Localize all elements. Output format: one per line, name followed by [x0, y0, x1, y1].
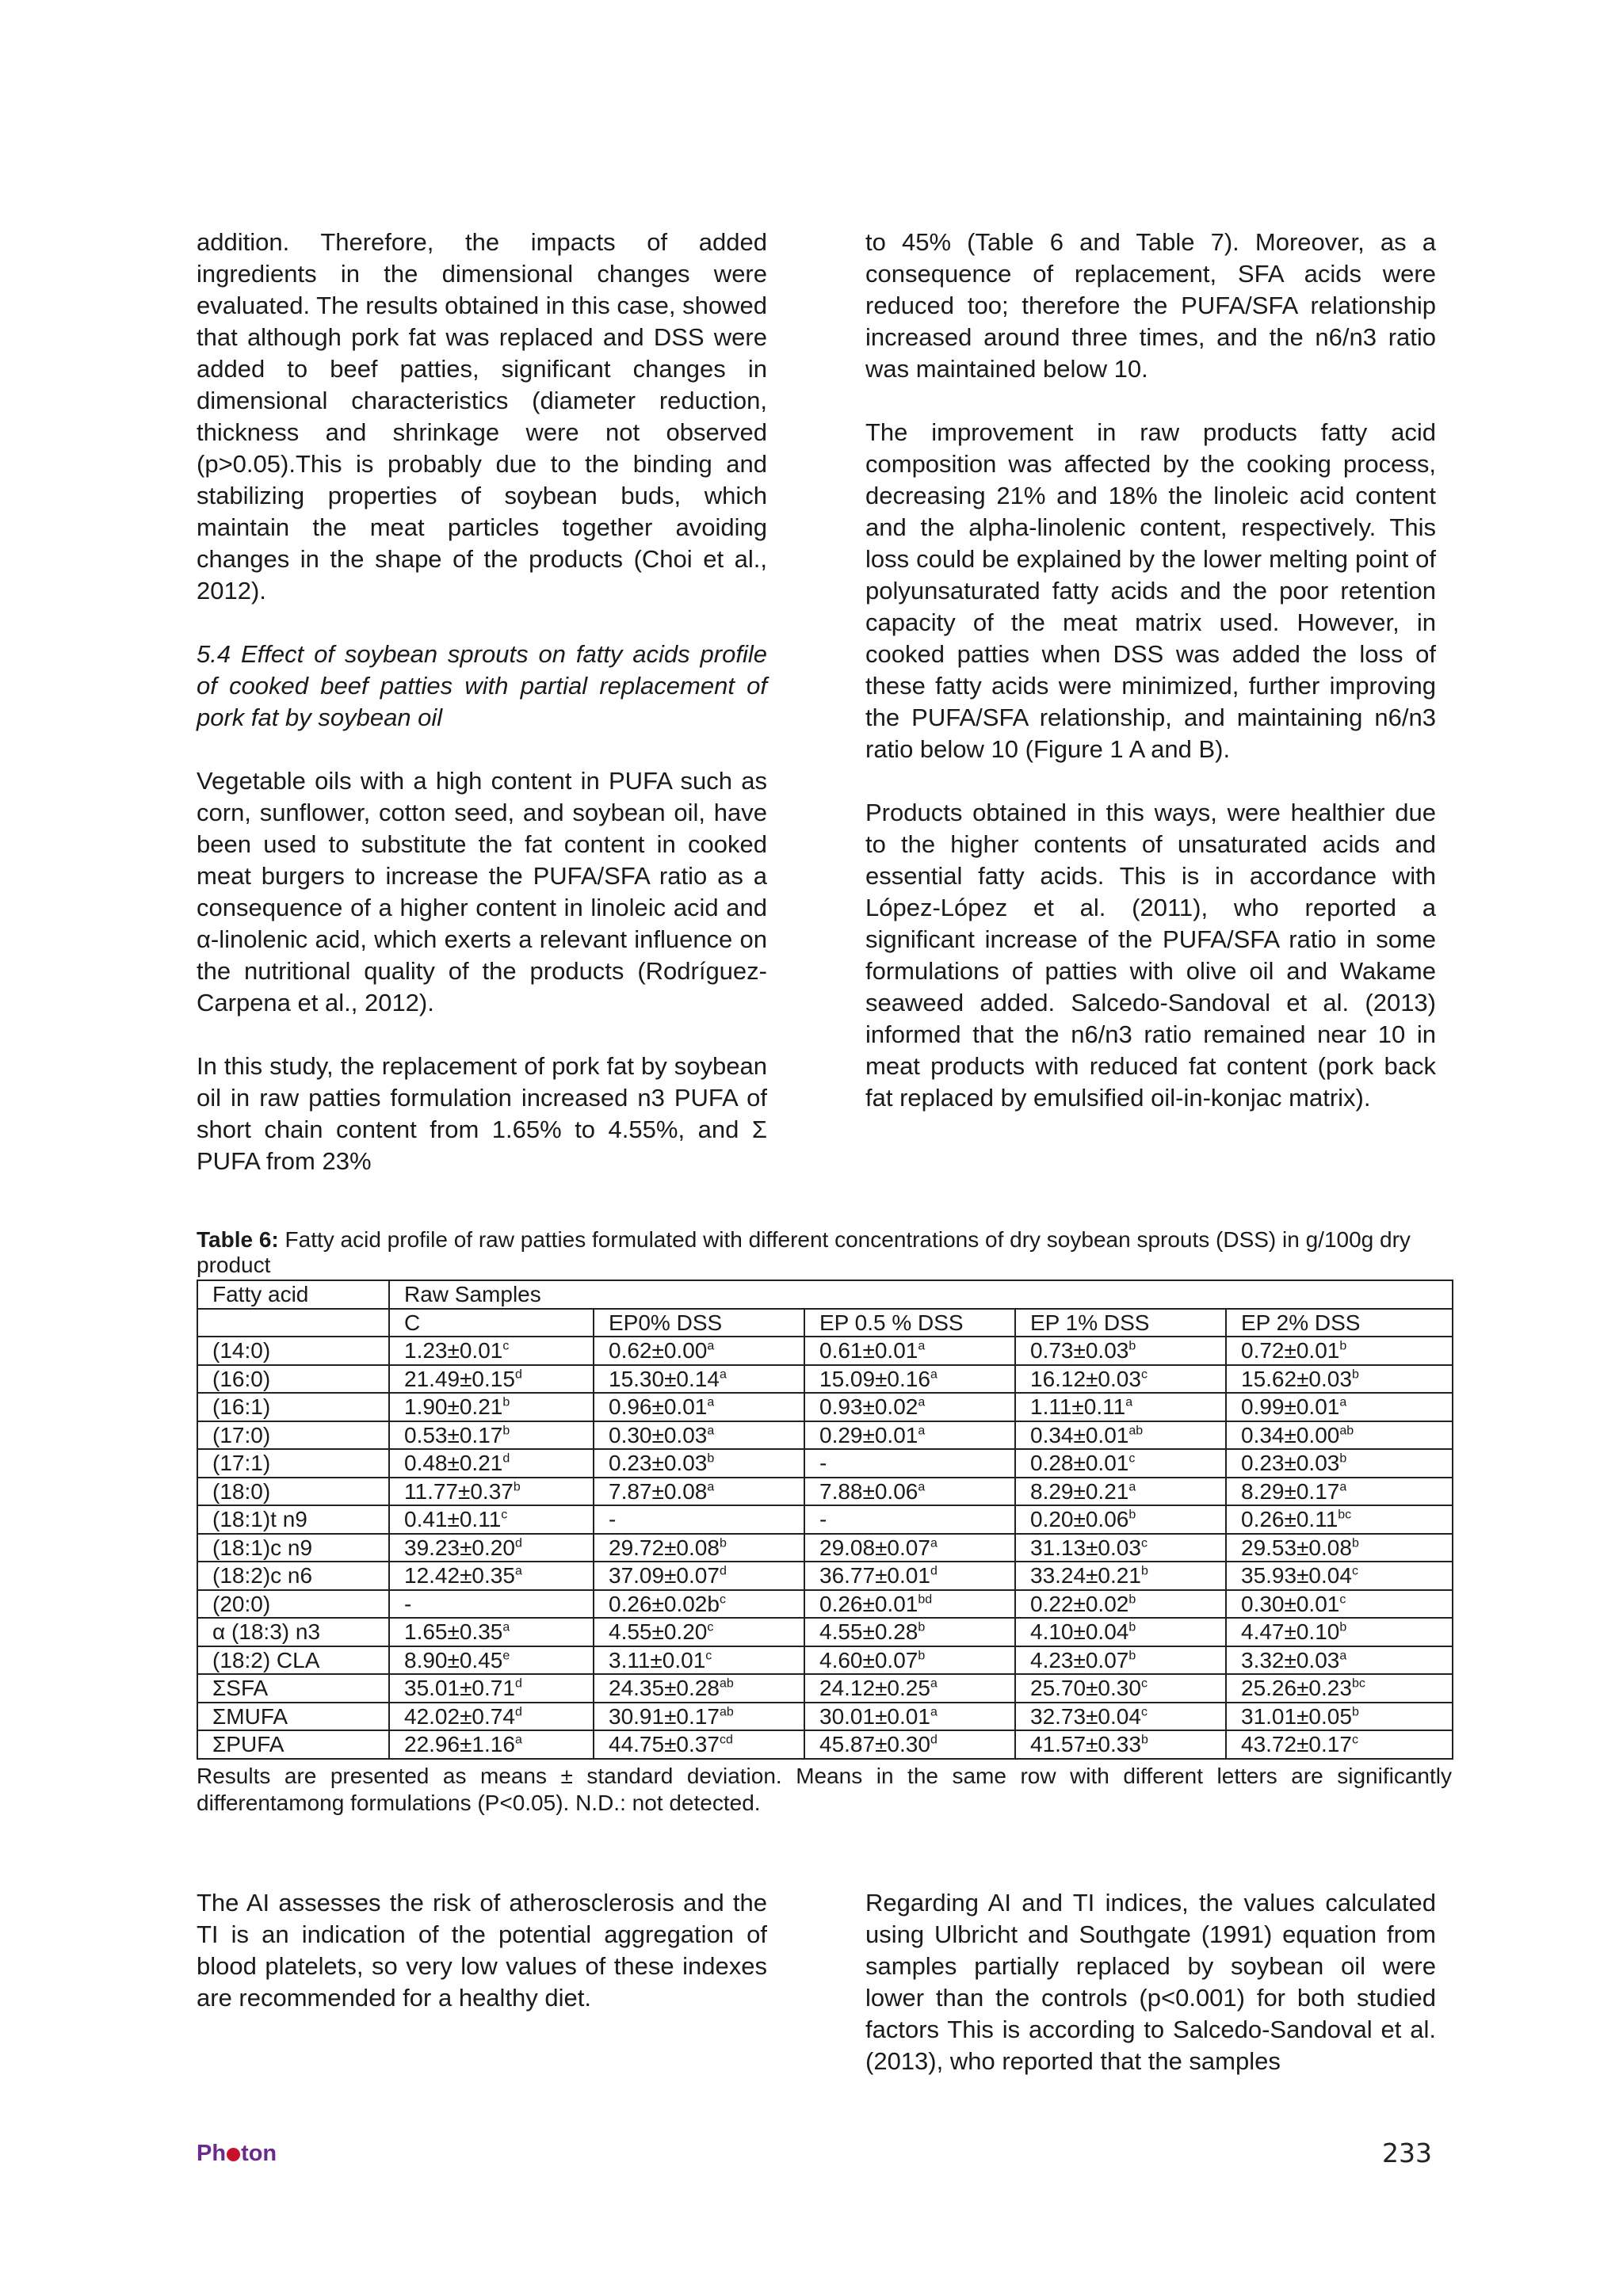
- significance-letter: b: [1351, 1705, 1359, 1719]
- significance-letter: b: [1339, 1339, 1347, 1353]
- significance-letter: cd: [719, 1733, 733, 1747]
- table-cell: [804, 1478, 1015, 1506]
- table-row: [197, 1449, 1453, 1478]
- table-cell: [1015, 1618, 1226, 1646]
- table-row: [197, 1365, 1453, 1394]
- paragraph: Products obtained in this ways, were healthier due to the higher contents of unsaturated acids and essential fatty acids. This is in accordance with López-López et al. (2011), who reported a significant increase of the PUFA/SFA ratio in some formulations of patties with olive oil and Wakame seaweed added. Salcedo-Sandoval et al. (2013) informed that the n6/n3 ratio remained near 10 in meat products with reduced fat content (pork back fat replaced by emulsified oil-in-konjac matrix).: [865, 799, 1436, 1112]
- table-cell: [804, 1618, 1015, 1646]
- significance-letter: b: [1128, 1649, 1136, 1663]
- cell-value: 43.72±0.17: [1241, 1732, 1352, 1757]
- cell-value: 0.93±0.02: [819, 1394, 918, 1420]
- significance-letter: c: [705, 1649, 712, 1663]
- cell-value: 4.10±0.04: [1030, 1619, 1129, 1645]
- fatty-acid-table: [197, 1280, 1453, 1760]
- cell-value: 0.34±0.00: [1241, 1422, 1340, 1447]
- significance-letter: b: [1140, 1733, 1148, 1747]
- table-cell: [804, 1703, 1015, 1731]
- significance-letter: b: [719, 1536, 727, 1550]
- paragraph: In this study, the replacement of pork fat by soybean oil in raw patties formulation increased n3 PUFA of short chain content from 1.65% to 4.55%, and Σ PUFA from 23%: [197, 1052, 767, 1175]
- table-cell: [1226, 1590, 1453, 1619]
- table-caption: [197, 1227, 1452, 1278]
- significance-letter: a: [1128, 1480, 1136, 1494]
- table-cell: [1226, 1421, 1453, 1450]
- table-note: Results are presented as means ± standard deviation. Means in the same row with different letters are significantly differentamong formulations (P<0.05). N.D.: not detected.: [197, 1763, 1452, 1815]
- table-cell: [389, 1449, 594, 1478]
- table-body: [197, 1337, 1453, 1759]
- table-cell: [804, 1421, 1015, 1450]
- significance-letter: a: [514, 1564, 522, 1578]
- cell-value: 4.23±0.07: [1030, 1647, 1129, 1672]
- row-label: (17:1): [197, 1449, 389, 1478]
- table-cell: [804, 1534, 1015, 1562]
- significance-letter: c: [1351, 1564, 1358, 1578]
- cell-value: 29.72±0.08: [609, 1535, 720, 1560]
- table-header-row: [197, 1280, 1453, 1309]
- cell-value: 0.26±0.01: [819, 1591, 918, 1616]
- significance-letter: b: [513, 1480, 521, 1494]
- cell-value: 30.91±0.17: [609, 1703, 720, 1729]
- cell-value: 0.53±0.17: [404, 1422, 503, 1447]
- cell-value: 7.87±0.08: [609, 1478, 708, 1504]
- cell-value: 0.62±0.00: [609, 1338, 708, 1363]
- cell-value: 0.23±0.03: [609, 1451, 708, 1476]
- cell-value: 0.48±0.21: [404, 1451, 503, 1476]
- table-cell: [1226, 1478, 1453, 1506]
- cell-value: 41.57±0.33: [1030, 1732, 1141, 1757]
- cell-value: 45.87±0.30: [819, 1732, 930, 1757]
- significance-letter: a: [1339, 1395, 1347, 1409]
- cell-value: 0.72±0.01: [1241, 1338, 1340, 1363]
- cell-value: 39.23±0.20: [404, 1535, 515, 1560]
- cell-value: 3.11±0.01: [609, 1647, 706, 1672]
- table-cell: [1226, 1646, 1453, 1675]
- cell-value: 8.29±0.17: [1241, 1478, 1340, 1504]
- cell-value: 11.77±0.37: [404, 1478, 514, 1504]
- significance-letter: a: [918, 1395, 926, 1409]
- paragraph: addition. Therefore, the impacts of added ingredients in the dimensional changes were evaluated. The results obtained in this case, showed that although pork fat was replaced and DSS were added to beef patties, significant changes in dimensional characteristics (diameter reduction, thickness and shrinkage were not observed (p>0.05).This is probably due to the binding and stabilizing properties of soybean buds, which maintain the meat particles together avoiding changes in the shape of the products (Choi et al., 2012).: [197, 228, 767, 605]
- table-cell: [594, 1365, 804, 1394]
- table-cell: [804, 1562, 1015, 1590]
- table-cell: [1226, 1674, 1453, 1703]
- cell-value: 0.96±0.01: [609, 1394, 708, 1420]
- cell-value: 15.09±0.16: [819, 1366, 930, 1391]
- table-cell: [1226, 1449, 1453, 1478]
- row-label: ΣMUFA: [197, 1703, 389, 1731]
- cell-value: 4.55±0.28: [819, 1619, 918, 1645]
- significance-letter: a: [930, 1705, 938, 1719]
- table-row: [197, 1393, 1453, 1421]
- significance-letter: c: [1140, 1676, 1148, 1691]
- table-cell: [804, 1646, 1015, 1675]
- row-label: (18:2) CLA: [197, 1646, 389, 1675]
- table-cell: [389, 1590, 594, 1619]
- table-cell: [389, 1730, 594, 1759]
- table-cell: [594, 1449, 804, 1478]
- significance-letter: c: [1140, 1367, 1148, 1382]
- header-raw-samples: Raw Samples: [389, 1280, 1453, 1309]
- cell-value: 24.35±0.28: [609, 1676, 720, 1701]
- left-column: [197, 227, 767, 1177]
- significance-letter: a: [930, 1367, 938, 1382]
- table-cell: [389, 1393, 594, 1421]
- cell-value: 0.22±0.02: [1030, 1591, 1129, 1616]
- table-cell: [1015, 1703, 1226, 1731]
- significance-letter: a: [707, 1395, 715, 1409]
- table-cell: [594, 1478, 804, 1506]
- cell-value: 8.90±0.45: [404, 1647, 503, 1672]
- cell-value: 1.11±0.11: [1030, 1394, 1126, 1420]
- table-cell: [389, 1674, 594, 1703]
- significance-letter: c: [502, 1339, 510, 1353]
- cell-value: 44.75±0.37: [609, 1732, 720, 1757]
- cell-value: 4.60±0.07: [819, 1647, 918, 1672]
- table-cell: [1015, 1449, 1226, 1478]
- significance-letter: b: [502, 1424, 510, 1438]
- cell-value: 0.73±0.03: [1030, 1338, 1129, 1363]
- significance-letter: c: [719, 1592, 726, 1607]
- significance-letter: ab: [719, 1676, 734, 1691]
- table-cell: [804, 1365, 1015, 1394]
- significance-letter: a: [1125, 1395, 1133, 1409]
- table-row: [197, 1703, 1453, 1731]
- cell-value: 0.26±0.11: [1241, 1507, 1338, 1532]
- cell-value: 12.42±0.35: [404, 1563, 515, 1589]
- cell-value: 0.61±0.01: [819, 1338, 918, 1363]
- row-label: (18:1)c n9: [197, 1534, 389, 1562]
- cell-value: 0.41±0.11: [404, 1507, 502, 1532]
- table-cell: [389, 1534, 594, 1562]
- cell-value: -: [609, 1507, 617, 1532]
- publisher-logo: [197, 2141, 277, 2167]
- table-subheader-row: [197, 1309, 1453, 1337]
- table-cell: [804, 1730, 1015, 1759]
- logo-text-end: ton: [241, 2141, 277, 2166]
- table-cell: [594, 1505, 804, 1534]
- cell-value: 36.77±0.01: [819, 1563, 930, 1589]
- cell-value: 29.53±0.08: [1241, 1535, 1352, 1560]
- cell-value: 4.47±0.10: [1241, 1619, 1340, 1645]
- table-cell: [1015, 1590, 1226, 1619]
- table-cell: [389, 1618, 594, 1646]
- cell-value: 0.20±0.06: [1030, 1507, 1129, 1532]
- table-cell: [1015, 1478, 1226, 1506]
- logo-dot-icon: [227, 2148, 240, 2161]
- cell-value: 0.30±0.01: [1241, 1591, 1340, 1616]
- table-cell: [1015, 1365, 1226, 1394]
- table-row: [197, 1618, 1453, 1646]
- cell-value: 0.23±0.03: [1241, 1451, 1340, 1476]
- significance-letter: a: [918, 1480, 926, 1494]
- table-row: [197, 1590, 1453, 1619]
- table-cell: [594, 1393, 804, 1421]
- section-heading: 5.4 Effect of soybean sprouts on fatty acids profile of cooked beef patties with partial replacement of pork fat by soybean oil: [197, 640, 767, 731]
- cell-value: -: [404, 1591, 412, 1616]
- cell-value: 0.28±0.01: [1030, 1451, 1129, 1476]
- row-label: (18:1)t n9: [197, 1505, 389, 1534]
- significance-letter: a: [514, 1733, 522, 1747]
- cell-value: 30.01±0.01: [819, 1703, 930, 1729]
- significance-letter: c: [1339, 1592, 1346, 1607]
- table-cell: [594, 1730, 804, 1759]
- table-row: [197, 1421, 1453, 1450]
- significance-letter: a: [918, 1339, 926, 1353]
- cell-value: 35.01±0.71: [404, 1676, 515, 1701]
- table-cell: [1226, 1562, 1453, 1590]
- cell-value: 32.73±0.04: [1030, 1703, 1141, 1729]
- significance-letter: a: [719, 1367, 727, 1382]
- table-cell: [804, 1505, 1015, 1534]
- table-row: [197, 1505, 1453, 1534]
- logo-text-start: Ph: [197, 2141, 227, 2166]
- header-column: EP0% DSS: [594, 1309, 804, 1337]
- table-cell: [1226, 1393, 1453, 1421]
- table-cell: [389, 1365, 594, 1394]
- table-cell: [1015, 1730, 1226, 1759]
- significance-letter: bc: [1338, 1508, 1352, 1522]
- header-column: C: [389, 1309, 594, 1337]
- table-cell: [594, 1646, 804, 1675]
- right-column-bottom: [865, 1887, 1436, 2077]
- cell-value: 1.90±0.21: [404, 1394, 503, 1420]
- significance-letter: c: [1351, 1733, 1358, 1747]
- row-label: ΣSFA: [197, 1674, 389, 1703]
- table-cell: [389, 1703, 594, 1731]
- significance-letter: c: [707, 1620, 714, 1634]
- significance-letter: a: [930, 1536, 938, 1550]
- table-cell: [594, 1421, 804, 1450]
- cell-value: 42.02±0.74: [404, 1703, 515, 1729]
- table-cell: [594, 1703, 804, 1731]
- significance-letter: b: [1351, 1536, 1359, 1550]
- cell-value: 0.34±0.01: [1030, 1422, 1129, 1447]
- table-cell: [594, 1534, 804, 1562]
- table-cell: [804, 1393, 1015, 1421]
- table-cell: [1015, 1505, 1226, 1534]
- cell-value: 29.08±0.07: [819, 1535, 930, 1560]
- significance-letter: a: [918, 1424, 926, 1438]
- row-label: (18:0): [197, 1478, 389, 1506]
- table-cell: [804, 1590, 1015, 1619]
- row-label: (14:0): [197, 1337, 389, 1365]
- paragraph: The AI assesses the risk of atherosclerosis and the TI is an indication of the potential aggregation of blood platelets, so very low values of these indexes are recommended for a healthy diet.: [197, 1889, 767, 2012]
- table-cell: [1226, 1534, 1453, 1562]
- significance-letter: b: [918, 1620, 926, 1634]
- table-cell: [1015, 1393, 1226, 1421]
- row-label: (17:0): [197, 1421, 389, 1450]
- significance-letter: d: [502, 1451, 510, 1466]
- table-cell: [1015, 1674, 1226, 1703]
- cell-value: -: [819, 1507, 827, 1532]
- significance-letter: a: [707, 1480, 715, 1494]
- significance-letter: a: [1339, 1649, 1347, 1663]
- significance-letter: a: [1339, 1480, 1347, 1494]
- header-empty: [197, 1309, 389, 1337]
- paragraph: Regarding AI and TI indices, the values calculated using Ulbricht and Southgate (1991) equation from samples partially replaced by soybean oil were lower than the controls (p<0.001) for both studied factors This is according to Salcedo-Sandoval et al. (2013), who reported that the samples: [865, 1889, 1436, 2075]
- table-cell: [1226, 1730, 1453, 1759]
- significance-letter: b: [1140, 1564, 1148, 1578]
- cell-value: -: [819, 1451, 827, 1476]
- significance-letter: a: [707, 1339, 715, 1353]
- significance-letter: bd: [918, 1592, 933, 1607]
- significance-letter: d: [514, 1536, 522, 1550]
- cell-value: 0.99±0.01: [1241, 1394, 1340, 1420]
- cell-value: 0.26±0.02b: [609, 1591, 720, 1616]
- table-cell: [389, 1421, 594, 1450]
- cell-value: 35.93±0.04: [1241, 1563, 1352, 1589]
- significance-letter: c: [1140, 1705, 1148, 1719]
- significance-letter: b: [1128, 1592, 1136, 1607]
- table-cell: [1226, 1703, 1453, 1731]
- cell-value: 33.24±0.21: [1030, 1563, 1141, 1589]
- significance-letter: b: [1128, 1339, 1136, 1353]
- cell-value: 25.26±0.23: [1241, 1676, 1352, 1701]
- significance-letter: b: [1128, 1620, 1136, 1634]
- header-column: EP 0.5 % DSS: [804, 1309, 1015, 1337]
- table-row: [197, 1478, 1453, 1506]
- cell-value: 15.30±0.14: [609, 1366, 720, 1391]
- table-cell: [1015, 1534, 1226, 1562]
- table-cell: [1226, 1505, 1453, 1534]
- cell-value: 15.62±0.03: [1241, 1366, 1352, 1391]
- significance-letter: b: [918, 1649, 926, 1663]
- cell-value: 8.29±0.21: [1030, 1478, 1129, 1504]
- cell-value: 37.09±0.07: [609, 1563, 720, 1589]
- paragraph: to 45% (Table 6 and Table 7). Moreover, as a consequence of replacement, SFA acids were reduced too; therefore the PUFA/SFA relationship increased around three times, and the n6/n3 ratio was maintained below 10.: [865, 228, 1436, 383]
- significance-letter: c: [1140, 1536, 1148, 1550]
- table-cell: [389, 1646, 594, 1675]
- significance-letter: d: [930, 1564, 938, 1578]
- cell-value: 31.01±0.05: [1241, 1703, 1352, 1729]
- significance-letter: a: [930, 1676, 938, 1691]
- significance-letter: bc: [1351, 1676, 1365, 1691]
- table-cell: [594, 1562, 804, 1590]
- table-cell: [1015, 1562, 1226, 1590]
- table-cell: [804, 1337, 1015, 1365]
- header-fatty-acid: Fatty acid: [197, 1280, 389, 1309]
- cell-value: 31.13±0.03: [1030, 1535, 1141, 1560]
- table-row: [197, 1337, 1453, 1365]
- significance-letter: b: [502, 1395, 510, 1409]
- table-cell: [594, 1590, 804, 1619]
- cell-value: 7.88±0.06: [819, 1478, 918, 1504]
- table-cell: [1226, 1618, 1453, 1646]
- table-caption-label: Table 6:: [197, 1227, 279, 1252]
- significance-letter: b: [707, 1451, 715, 1466]
- table-cell: [389, 1505, 594, 1534]
- row-label: (18:2)c n6: [197, 1562, 389, 1590]
- paragraph: The improvement in raw products fatty acid composition was affected by the cooking process, decreasing 21% and 18% the linoleic acid content and the alpha-linolenic content, respectively. This loss could be explained by the lower melting point of polyunsaturated fatty acids and the poor retention capacity of the meat matrix used. However, in cooked patties when DSS was added the loss of these fatty acids were minimized, further improving the PUFA/SFA relationship, and maintaining n6/n3 ratio below 10 (Figure 1 A and B).: [865, 418, 1436, 763]
- cell-value: 3.32±0.03: [1241, 1647, 1340, 1672]
- page-number: 233: [1382, 2138, 1432, 2168]
- header-column: EP 1% DSS: [1015, 1309, 1226, 1337]
- significance-letter: d: [514, 1676, 522, 1691]
- significance-letter: b: [1351, 1367, 1359, 1382]
- significance-letter: d: [930, 1733, 938, 1747]
- significance-letter: a: [707, 1424, 715, 1438]
- table-cell: [1015, 1337, 1226, 1365]
- significance-letter: d: [719, 1564, 727, 1578]
- cell-value: 4.55±0.20: [609, 1619, 708, 1645]
- significance-letter: c: [1128, 1451, 1136, 1466]
- table-row: [197, 1562, 1453, 1590]
- cell-value: 0.29±0.01: [819, 1422, 918, 1447]
- significance-letter: e: [502, 1649, 510, 1663]
- row-label: α (18:3) n3: [197, 1618, 389, 1646]
- cell-value: 25.70±0.30: [1030, 1676, 1141, 1701]
- table-cell: [1226, 1365, 1453, 1394]
- significance-letter: d: [514, 1705, 522, 1719]
- table-cell: [389, 1478, 594, 1506]
- row-label: (20:0): [197, 1590, 389, 1619]
- significance-letter: ab: [1128, 1424, 1144, 1438]
- row-label: (16:1): [197, 1393, 389, 1421]
- cell-value: 1.23±0.01: [404, 1338, 503, 1363]
- table-cell: [804, 1449, 1015, 1478]
- table-caption-text: Fatty acid profile of raw patties formulated with different concentrations of dry soybean sprouts (DSS) in g/100g dry product: [197, 1227, 1411, 1277]
- table-cell: [804, 1674, 1015, 1703]
- header-column: EP 2% DSS: [1226, 1309, 1453, 1337]
- row-label: ΣPUFA: [197, 1730, 389, 1759]
- table-cell: [594, 1618, 804, 1646]
- table-cell: [389, 1562, 594, 1590]
- table-row: [197, 1674, 1453, 1703]
- significance-letter: ab: [1339, 1424, 1354, 1438]
- table-cell: [389, 1337, 594, 1365]
- table-section: [197, 1227, 1452, 1817]
- cell-value: 22.96±1.16: [404, 1732, 515, 1757]
- cell-value: 0.30±0.03: [609, 1422, 708, 1447]
- left-column-bottom: [197, 1887, 767, 2014]
- cell-value: 1.65±0.35: [404, 1619, 503, 1645]
- significance-letter: b: [1339, 1451, 1347, 1466]
- row-label: (16:0): [197, 1365, 389, 1394]
- significance-letter: b: [1339, 1620, 1347, 1634]
- significance-letter: a: [502, 1620, 510, 1634]
- table-row: [197, 1730, 1453, 1759]
- table-cell: [1015, 1646, 1226, 1675]
- cell-value: 24.12±0.25: [819, 1676, 930, 1701]
- significance-letter: ab: [719, 1705, 734, 1719]
- significance-letter: c: [501, 1508, 508, 1522]
- table-cell: [1226, 1337, 1453, 1365]
- right-column: [865, 227, 1436, 1114]
- cell-value: 21.49±0.15: [404, 1366, 515, 1391]
- table-cell: [594, 1337, 804, 1365]
- table-cell: [594, 1674, 804, 1703]
- table-row: [197, 1534, 1453, 1562]
- cell-value: 16.12±0.03: [1030, 1366, 1141, 1391]
- table-cell: [1015, 1421, 1226, 1450]
- significance-letter: b: [1128, 1508, 1136, 1522]
- table-row: [197, 1646, 1453, 1675]
- paragraph: Vegetable oils with a high content in PUFA such as corn, sunflower, cotton seed, and soybean oil, have been used to substitute the fat content in cooked meat burgers to increase the PUFA/SFA ratio as a consequence of a higher content in linoleic acid and α-linolenic acid, which exerts a relevant influence on the nutritional quality of the products (Rodríguez-Carpena et al., 2012).: [197, 767, 767, 1016]
- significance-letter: d: [514, 1367, 522, 1382]
